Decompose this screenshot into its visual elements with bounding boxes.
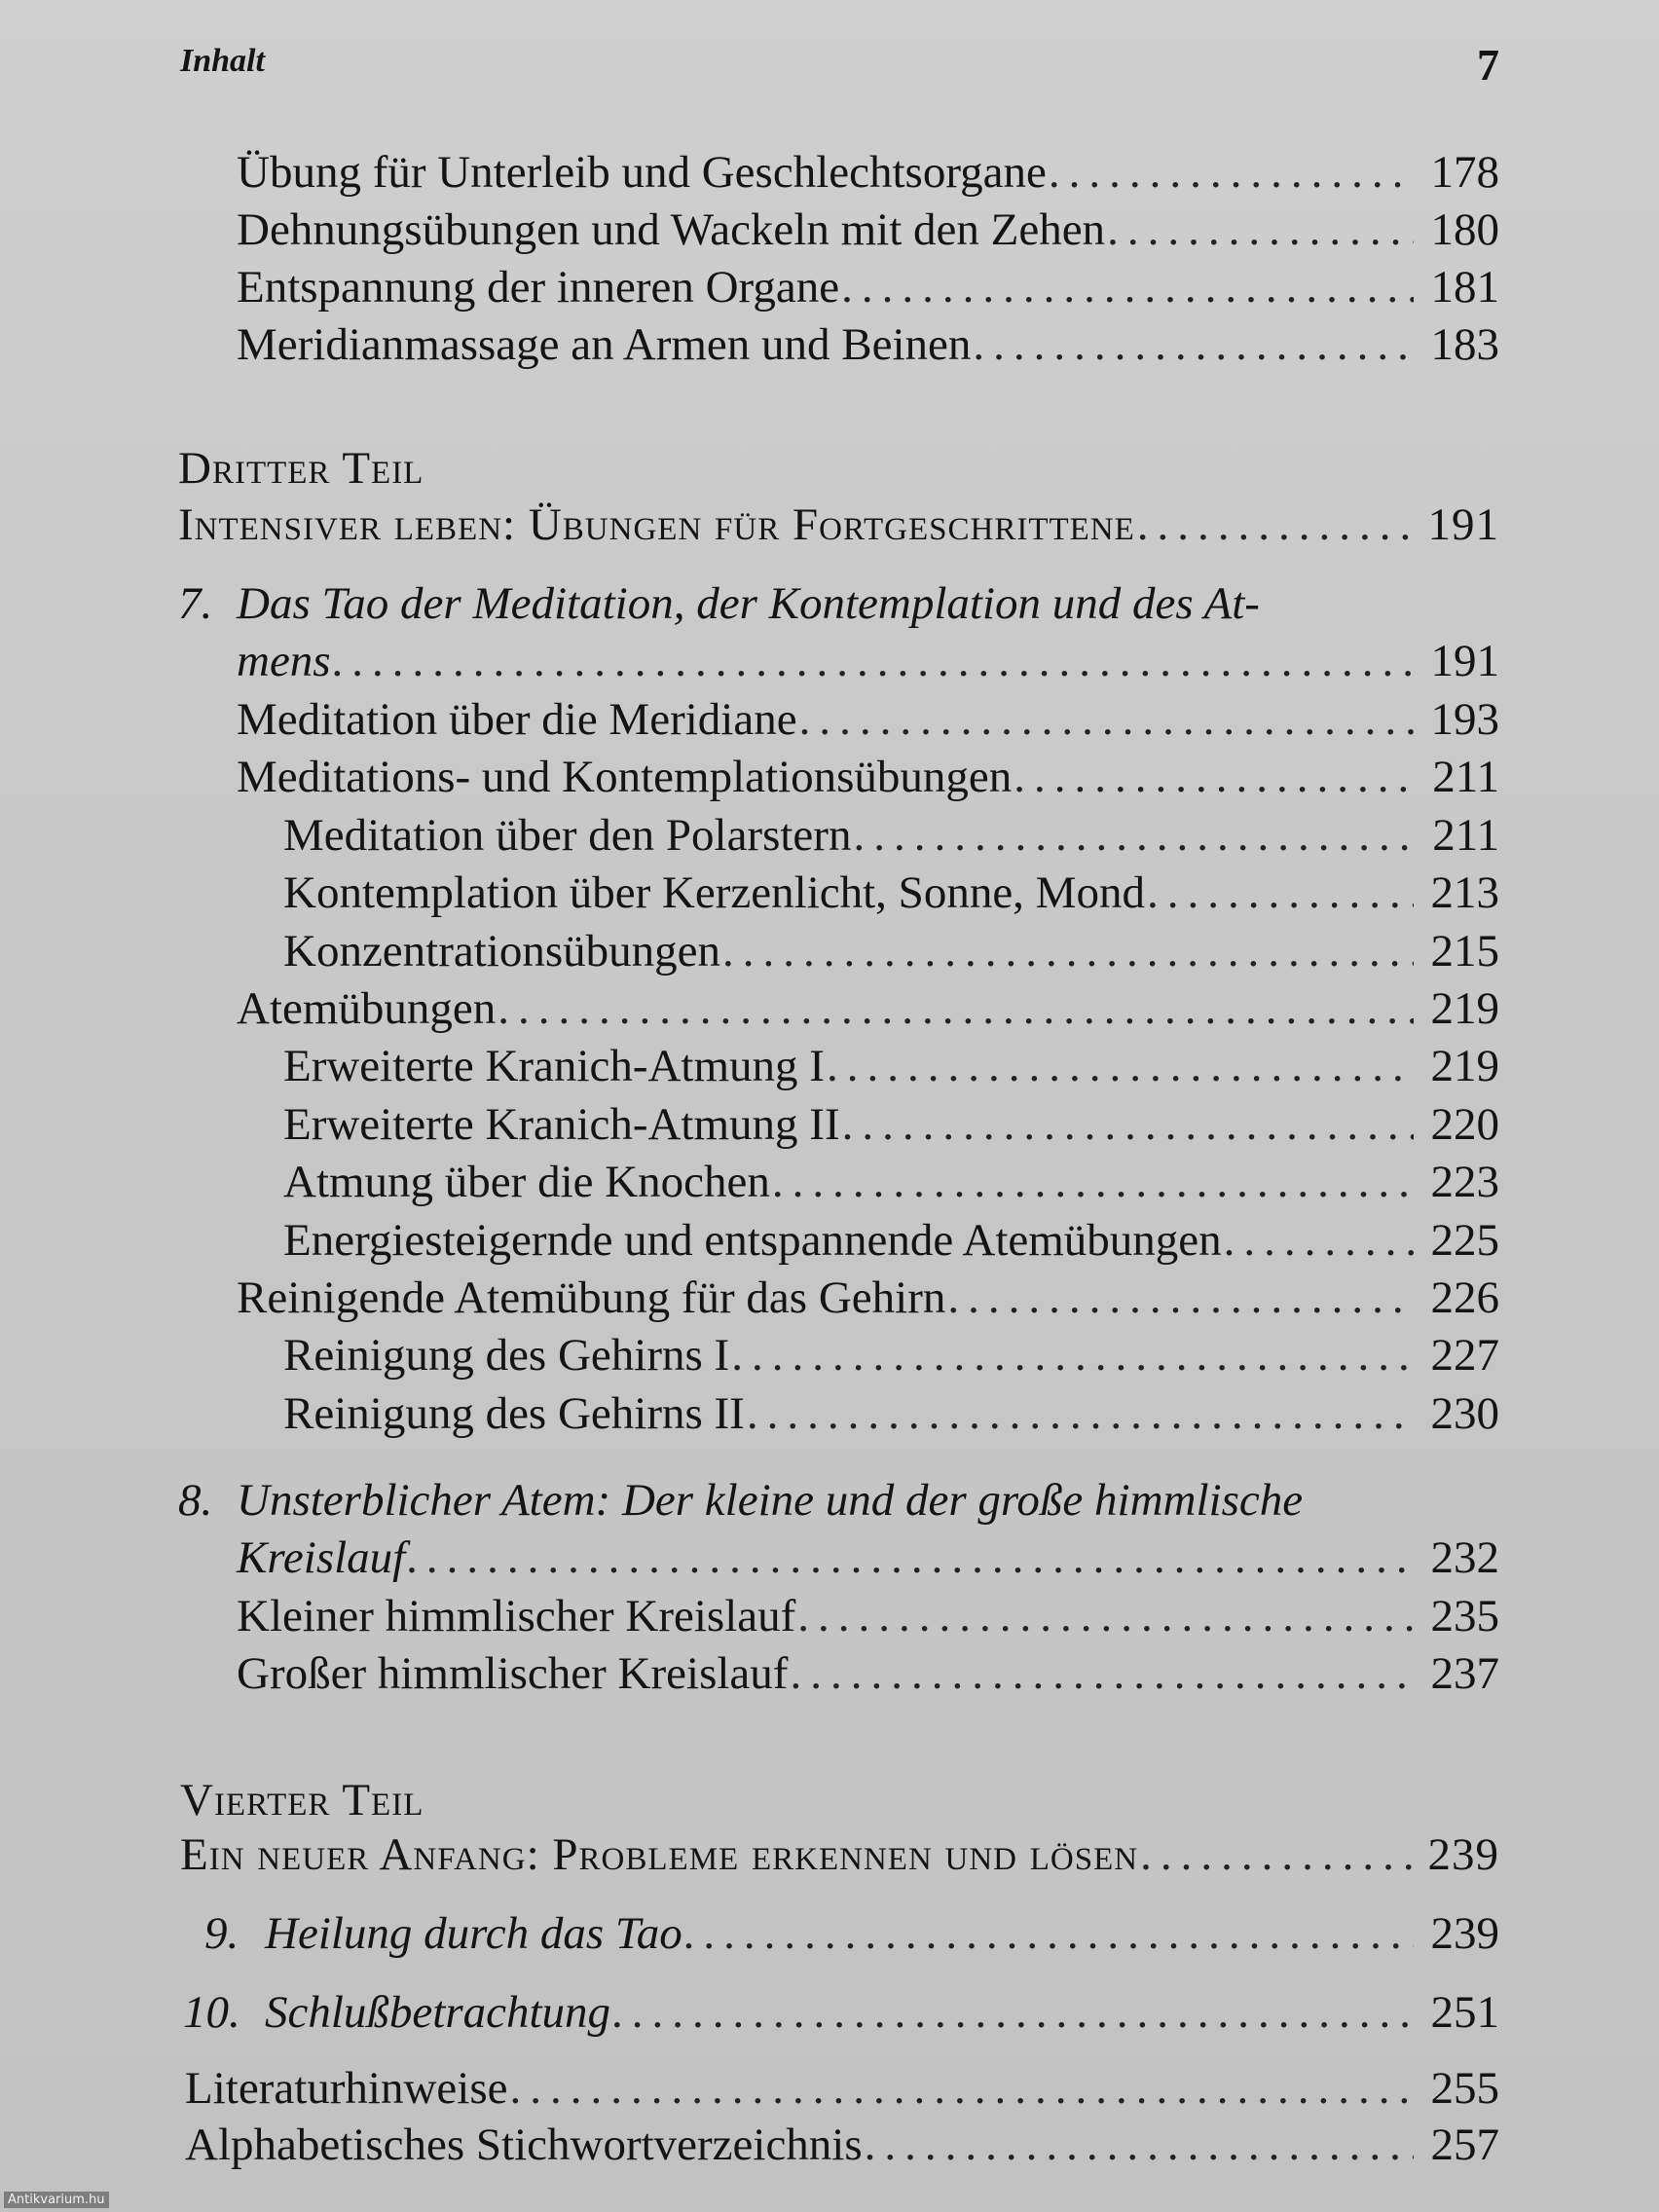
dot-leader — [1140, 1826, 1414, 1883]
chapter-title: Heilung durch das Tao — [265, 1908, 682, 1959]
entry-page: 232 — [1430, 1532, 1499, 1583]
entry-page: 251 — [1430, 1987, 1499, 2038]
chapter-title-line1: Unsterblicher Atem: Der kleine und der große himmlische — [237, 1475, 1304, 1526]
toc-entry[interactable] — [237, 1588, 1499, 1644]
chapter-title: Schlußbetrachtung — [265, 1987, 611, 2038]
toc-entry[interactable] — [237, 980, 1499, 1037]
entry-page: 213 — [1430, 867, 1499, 918]
toc-entry[interactable] — [237, 749, 1499, 805]
entry-label: Erweiterte Kranich-Atmung II — [283, 1099, 840, 1150]
toc-entry[interactable] — [185, 2117, 1499, 2173]
entry-page: 191 — [1430, 636, 1499, 686]
entry-page: 237 — [1430, 1648, 1499, 1699]
entry-page: 239 — [1430, 1908, 1499, 1959]
page-header — [180, 39, 1499, 97]
dot-leader — [865, 2117, 1414, 2173]
entry-page: 220 — [1430, 1099, 1499, 1150]
dot-leader — [747, 1385, 1414, 1442]
part-title: Intensiver leben: Übungen für Fortgeschrittene — [178, 499, 1135, 550]
entry-label: Großer himmlischer Kreislauf — [237, 1648, 789, 1699]
watermark: Antikvarium.hu — [4, 2192, 109, 2208]
dot-leader — [799, 691, 1414, 748]
entry-page: 181 — [1430, 262, 1499, 313]
dot-leader — [947, 1270, 1414, 1326]
part-heading: Dritter Teil — [178, 443, 424, 494]
toc-subentry[interactable] — [283, 865, 1499, 921]
entry-label: Literaturhinweise — [185, 2063, 508, 2114]
dot-leader — [498, 980, 1414, 1037]
chapter-entry[interactable] — [204, 1905, 1499, 1962]
dot-leader — [842, 1096, 1414, 1153]
dot-leader — [1137, 497, 1414, 553]
dot-leader — [333, 633, 1414, 689]
chapter-title-line2: mens — [237, 636, 331, 686]
entry-label: Kontemplation über Kerzenlicht, Sonne, Mond — [283, 867, 1145, 918]
dot-leader — [1014, 749, 1414, 805]
toc-subentry[interactable] — [283, 1385, 1499, 1442]
dot-leader — [827, 1038, 1414, 1094]
chapter-title[interactable] — [178, 575, 1260, 632]
toc-subentry[interactable] — [283, 1327, 1499, 1383]
entry-label: Atemübungen — [237, 983, 497, 1034]
entry-label: Kleiner himmlischer Kreislauf — [237, 1591, 796, 1641]
entry-label: Entspannung der inneren Organe — [237, 262, 840, 313]
toc-entry[interactable] — [185, 2060, 1499, 2117]
dot-leader — [797, 1588, 1414, 1644]
toc-entry[interactable] — [237, 316, 1499, 373]
entry-page: 223 — [1430, 1157, 1499, 1207]
chapter-title-line2: Kreislauf — [237, 1532, 406, 1583]
chapter-number: 7. — [178, 578, 213, 629]
entry-label: Meditations- und Kontemplationsübungen — [237, 752, 1013, 802]
dot-leader — [1147, 865, 1414, 921]
entry-label: Reinigende Atemübung für das Gehirn — [237, 1272, 946, 1323]
entry-label: Erweiterte Kranich-Atmung I — [283, 1041, 825, 1091]
toc-subentry[interactable] — [283, 1212, 1499, 1269]
entry-page: 227 — [1430, 1330, 1499, 1381]
dot-leader — [612, 1984, 1414, 2041]
chapter-title-line1: Das Tao der Meditation, der Kontemplation und des At- — [237, 578, 1260, 629]
dot-leader — [722, 923, 1414, 979]
entry-page: 193 — [1430, 694, 1499, 745]
part-title-entry[interactable] — [180, 1826, 1499, 1883]
toc-entry[interactable] — [237, 691, 1499, 748]
part-heading: Vierter Teil — [180, 1775, 424, 1825]
toc-subentry[interactable] — [283, 1038, 1499, 1094]
chapter-entry[interactable] — [183, 1984, 1499, 2041]
entry-label: Übung für Unterleib und Geschlechtsorgane — [237, 147, 1047, 198]
entry-page: 211 — [1432, 810, 1499, 861]
dot-leader — [853, 807, 1414, 864]
toc-entry[interactable] — [237, 1645, 1499, 1702]
entry-page: 226 — [1430, 1272, 1499, 1323]
dot-leader — [684, 1905, 1414, 1962]
dot-leader — [973, 316, 1414, 373]
entry-page: 215 — [1430, 926, 1499, 977]
toc-subentry[interactable] — [283, 807, 1499, 864]
entry-page: 178 — [1430, 147, 1499, 198]
dot-leader — [772, 1154, 1414, 1210]
part-title-entry[interactable] — [178, 497, 1499, 553]
entry-page: 257 — [1430, 2120, 1499, 2170]
entry-page: 211 — [1432, 752, 1499, 802]
dot-leader — [509, 2060, 1414, 2117]
running-title: Inhalt — [180, 43, 265, 79]
chapter-number: 10. — [183, 1987, 240, 2038]
entry-page: 225 — [1430, 1215, 1499, 1266]
toc-subentry[interactable] — [283, 1154, 1499, 1210]
toc-entry[interactable] — [237, 144, 1499, 201]
entry-page: 183 — [1430, 319, 1499, 370]
entry-label: Meditation über den Polarstern — [283, 810, 852, 861]
entry-label: Atmung über die Knochen — [283, 1157, 770, 1207]
dot-leader — [841, 259, 1414, 315]
chapter-title[interactable] — [178, 1472, 1303, 1529]
toc-entry[interactable] — [237, 1270, 1499, 1326]
entry-page: 191 — [1427, 499, 1499, 550]
entry-label: Reinigung des Gehirns I — [283, 1330, 730, 1381]
entry-label: Dehnungsübungen und Wackeln mit den Zehen — [237, 204, 1106, 255]
dot-leader — [407, 1530, 1414, 1586]
entry-page: 180 — [1430, 204, 1499, 255]
dot-leader — [1049, 144, 1414, 201]
toc-subentry[interactable] — [283, 1096, 1499, 1153]
chapter-number: 9. — [204, 1908, 240, 1959]
chapter-title-continuation[interactable] — [237, 633, 1499, 689]
chapter-number: 8. — [178, 1475, 213, 1526]
entry-label: Meridianmassage an Armen und Beinen — [237, 319, 972, 370]
entry-label: Reinigung des Gehirns II — [283, 1388, 745, 1439]
entry-page: 219 — [1430, 1041, 1499, 1091]
dot-leader — [731, 1327, 1414, 1383]
page-number: 7 — [1477, 40, 1499, 90]
entry-page: 219 — [1430, 983, 1499, 1034]
dot-leader — [1224, 1212, 1414, 1269]
dot-leader — [790, 1645, 1414, 1702]
part-title: Ein neuer Anfang: Probleme erkennen und lösen — [180, 1829, 1139, 1880]
toc-entry[interactable] — [237, 202, 1499, 258]
entry-page: 230 — [1430, 1388, 1499, 1439]
entry-label: Energiesteigernde und entspannende Atemübungen — [283, 1215, 1222, 1266]
entry-page: 235 — [1430, 1591, 1499, 1641]
dot-leader — [1107, 202, 1414, 258]
entry-label: Konzentrationsübungen — [283, 926, 721, 977]
toc-subentry[interactable] — [283, 923, 1499, 979]
entry-label: Alphabetisches Stichwortverzeichnis — [185, 2120, 863, 2170]
entry-page: 239 — [1427, 1829, 1499, 1880]
entry-label: Meditation über die Meridiane — [237, 694, 797, 745]
entry-page: 255 — [1430, 2063, 1499, 2114]
toc-entry[interactable] — [237, 259, 1499, 315]
chapter-title-continuation[interactable] — [237, 1530, 1499, 1586]
